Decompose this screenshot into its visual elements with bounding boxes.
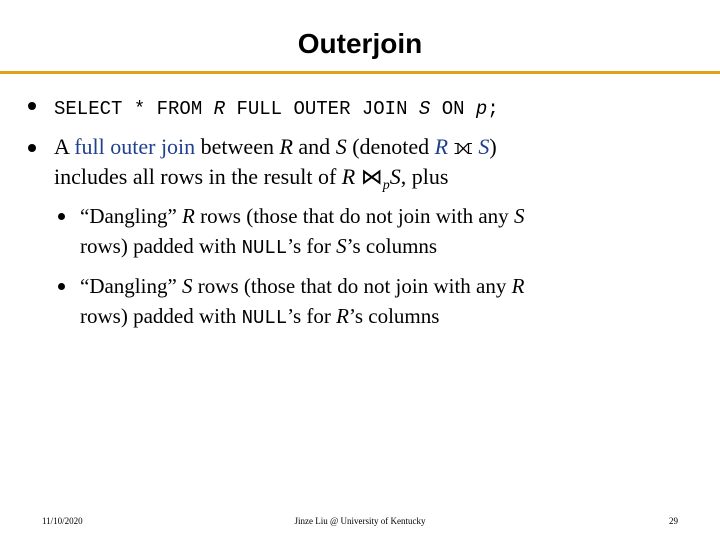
relation-s: S	[389, 164, 401, 189]
relation-r: R	[511, 274, 525, 298]
relation-r: R	[336, 304, 349, 328]
text-run: rows (those that do not join with any	[194, 204, 514, 228]
sql-full-outer-join: FULL OUTER JOIN	[225, 98, 419, 120]
text-run: “Dangling”	[80, 204, 183, 228]
relation-s: S	[478, 134, 490, 159]
sql-p: p	[475, 98, 488, 120]
text-run: , plus	[400, 164, 449, 189]
text-run: (denoted	[346, 134, 435, 159]
full-outer-join-definition	[54, 132, 497, 201]
bullet-dot	[28, 102, 36, 110]
text-run: rows) padded with	[80, 234, 242, 258]
text-run: ’s for	[287, 304, 337, 328]
relation-r: R	[279, 134, 293, 159]
dangling-r-rows	[80, 201, 524, 263]
title-divider	[0, 71, 720, 74]
text-run: includes all rows in the result of	[54, 164, 342, 189]
text-run: rows (those that do not join with any	[192, 274, 512, 298]
relation-s: S	[335, 134, 347, 159]
text-run: ’s for	[287, 234, 337, 258]
relation-s: S	[336, 234, 347, 258]
text-run: rows) padded with	[80, 304, 242, 328]
slide-title: Outerjoin	[297, 28, 423, 59]
footer-author: Jinze Liu @ University of Kentucky	[294, 516, 426, 526]
text-run: ’s columns	[346, 234, 438, 258]
text-run: between	[195, 134, 280, 159]
full-outer-join-term: full outer join	[74, 134, 196, 159]
footer-date: 11/10/2020	[42, 516, 83, 526]
sql-statement	[54, 92, 499, 124]
sql-on: ON	[430, 98, 476, 120]
relation-r: R	[434, 134, 449, 159]
dangling-s-rows	[80, 271, 524, 333]
sql-s: S	[418, 98, 431, 120]
relation-s: S	[513, 204, 525, 228]
subbullet-dot	[58, 283, 65, 290]
text-run: “Dangling”	[80, 274, 183, 298]
join-symbol: ⋈	[355, 164, 383, 189]
text-run: ’s columns	[349, 304, 440, 328]
bullet-dot	[28, 144, 36, 152]
null-keyword: NULL	[241, 237, 288, 259]
footer-page-number: 29	[669, 516, 678, 526]
sql-semicolon: ;	[487, 98, 499, 120]
relation-r: R	[182, 204, 195, 228]
text-run: A	[54, 134, 75, 159]
full-outer-join-symbol: ⟗	[448, 134, 479, 159]
null-keyword: NULL	[241, 307, 288, 329]
subbullet-dot	[58, 213, 65, 220]
relation-s: S	[182, 274, 193, 298]
text-run: )	[489, 134, 497, 159]
sql-select: SELECT * FROM	[54, 98, 214, 120]
join-condition-p: p	[382, 178, 390, 193]
text-run: and	[292, 134, 336, 159]
sql-r: R	[213, 98, 226, 120]
relation-r: R	[341, 164, 356, 189]
